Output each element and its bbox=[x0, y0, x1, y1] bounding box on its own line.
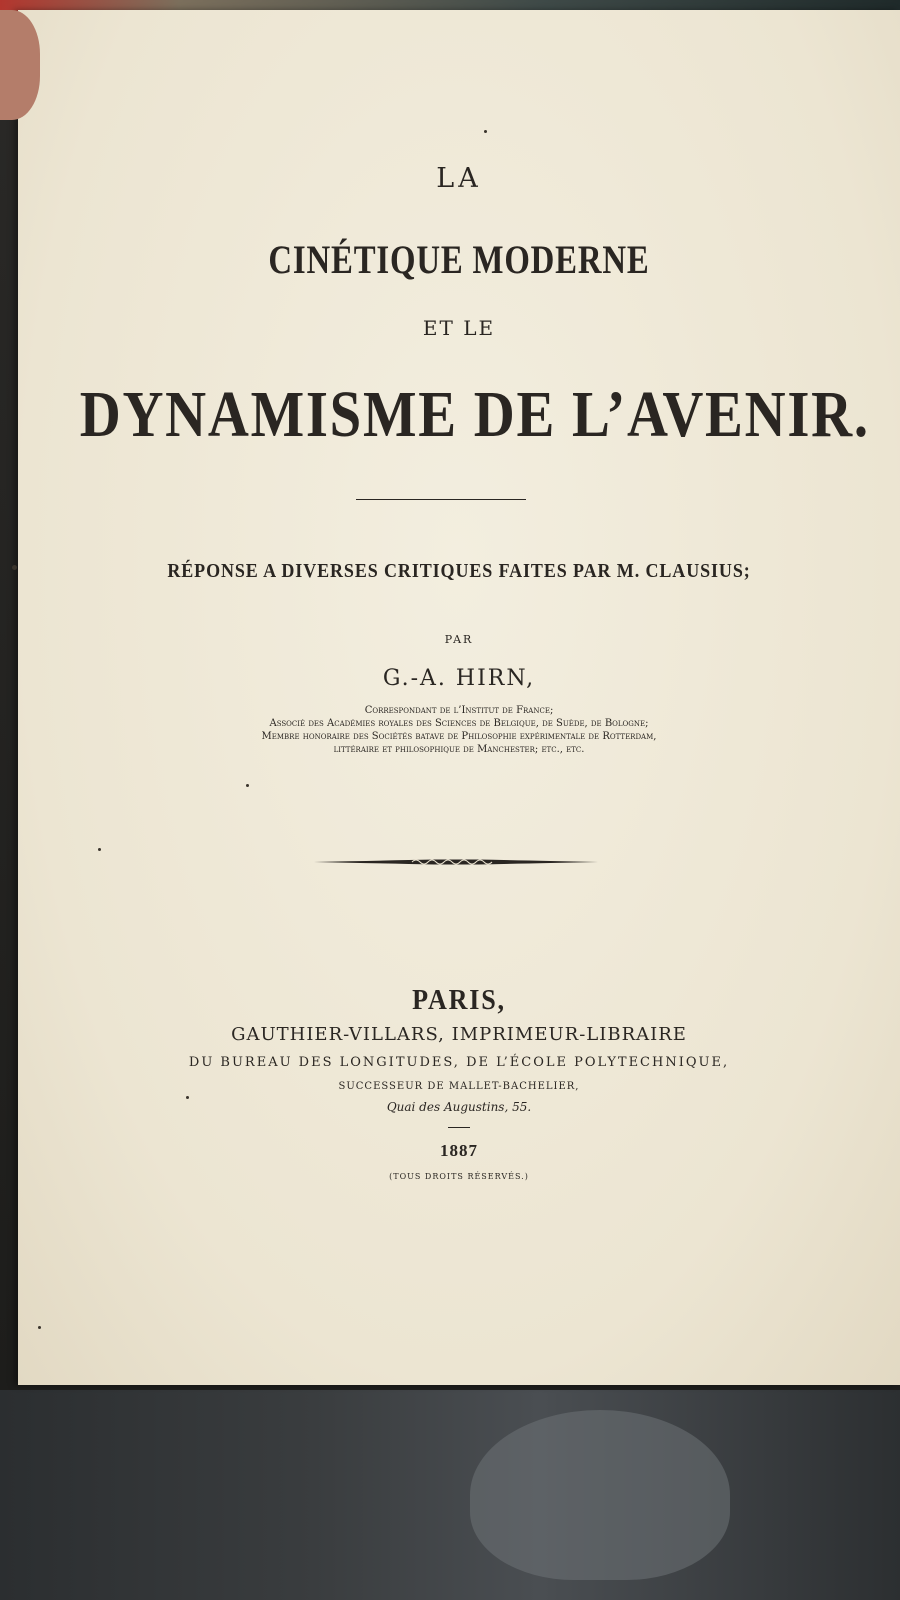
imprint-city: PARIS, bbox=[412, 984, 506, 1016]
rights-notice: (TOUS DROITS RÉSERVÉS.) bbox=[389, 1172, 529, 1181]
title-page bbox=[18, 10, 900, 1385]
paper-speck bbox=[246, 784, 249, 787]
title-divider bbox=[356, 499, 526, 500]
title-line-et-le: ET LE bbox=[422, 316, 496, 340]
author-affiliation: Correspondant de l’Institut de France; bbox=[364, 705, 554, 716]
author-affiliation: littéraire et philosophique de Manchester; etc., etc. bbox=[333, 744, 585, 755]
subtitle: RÉPONSE A DIVERSES CRITIQUES FAITES PAR M. CLAUSIUS; bbox=[167, 560, 751, 582]
publication-year: 1887 bbox=[440, 1141, 478, 1160]
imprint-publisher: GAUTHIER-VILLARS, IMPRIMEUR-LIBRAIRE bbox=[231, 1024, 687, 1045]
background-table bbox=[0, 1390, 900, 1600]
paper-speck bbox=[38, 1326, 41, 1329]
title-line-la: LA bbox=[436, 163, 482, 194]
paper-speck bbox=[186, 1096, 189, 1099]
year-divider bbox=[448, 1127, 470, 1128]
title-line-cinetique: CINÉTIQUE MODERNE bbox=[268, 237, 650, 282]
author-name: G.-A. HIRN, bbox=[382, 666, 536, 691]
author-affiliation: Associé des Académies royales des Sciences de Belgique, de Suède, de Bologne; bbox=[269, 718, 649, 729]
paper-speck bbox=[98, 848, 101, 851]
paper-speck bbox=[12, 565, 17, 570]
imprint-successor: SUCCESSEUR DE MALLET-BACHELIER, bbox=[338, 1081, 580, 1092]
imprint-address: Quai des Augustins, 55. bbox=[386, 1100, 532, 1114]
background-object bbox=[470, 1410, 730, 1580]
paper-speck bbox=[484, 130, 487, 133]
imprint-bureau: DU BUREAU DES LONGITUDES, DE L’ÉCOLE POLYTECHNIQUE, bbox=[188, 1055, 730, 1070]
ornamental-rule-icon bbox=[314, 856, 598, 868]
by-label: PAR bbox=[444, 633, 474, 646]
title-line-dynamisme: DYNAMISME DE L’AVENIR. bbox=[79, 378, 870, 451]
author-affiliation: Membre honoraire des Sociétés batave de Philosophie expérimentale de Rotterdam, bbox=[261, 731, 657, 742]
